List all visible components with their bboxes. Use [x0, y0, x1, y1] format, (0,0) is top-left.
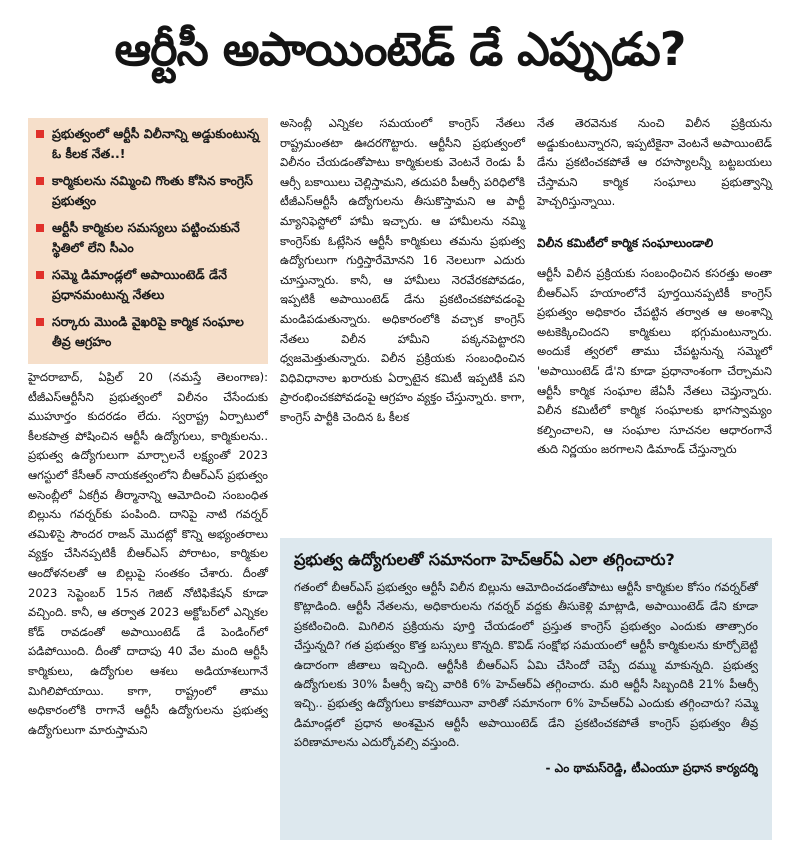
- highlight-item: ఆర్టీసీ కార్మికుల సమస్యలు పట్టించుకునే స్థితిలో లేని సీఎం: [36, 218, 260, 258]
- highlight-item: సమ్మె డిమాండ్లలో అపాయింటెడ్ డేనే ప్రధానమంటున్న నేతలు: [36, 265, 260, 305]
- subheading: విలీన కమిటీలో కార్మిక సంఘాలుండాలి: [537, 236, 714, 250]
- headline: ఆర్టీసీ అపాయింటెడ్ డే ఎప్పుడు?: [114, 22, 686, 76]
- highlight-item: కార్మికులను నమ్మించి గొంతు కోసిన కాంగ్రెస్ ప్రభుత్వం: [36, 171, 260, 211]
- article-column-2: అసెంబ్లీ ఎన్నికల సమయంలో కాంగ్రెస్ నేతలు రాష్ట్రమంతటా ఊదరగొట్టారు. ఆర్టీసీని ప్రభుత్వంలో విలీనం చేయడంతోపాటు కార్మికులకు వెంటనే రెండు పీ ఆర్సీ బకాయిలు చెల్లిస్తామని, తదుపరి పీఆర్సీ పరిధిలోకి టీజీఎస్ఆర్టీసీ ఉద్యోగులను తీసుకొస్తామని ఆ పార్టీ మ్యానిఫెస్టోలో హామీ ఇచ్చారు. ఆ హామీలను నమ్మి కాంగ్రెస్‌కు ఓట్లేసిన ఆర్టీసీ కార్మికులు తమను ప్రభుత్వ ఉద్యోగులుగా గుర్తిస్తారేమోనని 16 నెలలుగా ఎదురు చూస్తున్నారు. కానీ, ఆ హామీలు నెరవేరకపోవడం, ఇప్పటికీ అపాయింటెడ్ డేను ప్రకటించకపోవడంపై మండిపడుతున్నారు. అధికారంలోకి వచ్చాక కాంగ్రెస్ నేతలు విలీన హామీని పక్కనపెట్టారని ధ్వజమెత్తుతున్నారు. విలీన ప్రక్రియకు సంబంధించిన విధివిధానాల ఖరారుకు ఏర్పాటైన కమిటీ ఇప్పటికీ పని ప్రారంభించకపోవడంపై ఆగ్రహం వ్యక్తం చేస్తున్నారు. కాగా, కాంగ్రెస్ పార్టీకి చెందిన ఓ కీలక: [280, 116, 525, 424]
- highlights-box: [28, 118, 268, 364]
- article-column-3-body: ఆర్టీసీ విలీన ప్రక్రియకు సంబంధించిన కసరత్తు అంతా బీఆర్ఎస్ హయాంలోనే పూర్తయినప్పటికీ కాంగ్రెస్ ప్రభుత్వం అధికారం చేపట్టిన తర్వాత ఆ అంశాన్ని అటకెక్కించిందని కార్మికులు భగ్గుమంటున్నారు. అందుకే త్వరలో తాము చేపట్టనున్న సమ్మెలో 'అపాయింటెడ్ డే'ని కూడా ప్రధానాంశంగా చేర్చామని ఆర్టీసీ కార్మిక సంఘాల జేఏసీ నేతలు చెప్తున్నారు. విలీన కమిటీలో కార్మిక సంఘాలకు భాగస్వామ్యం కల్పించాలని, ఆ సంఘాల సూచనల ఆధారంగానే తుది నిర్ణయం జరగాలని డిమాండ్ చేస్తున్నారు: [537, 266, 772, 457]
- highlight-item: సర్కారు మొండి వైఖరిపై కార్మిక సంఘాల తీవ్ర ఆగ్రహం: [36, 312, 260, 352]
- highlight-item: ప్రభుత్వంలో ఆర్టీసీ విలీనాన్ని అడ్డుకుంటున్న ఓ కీలక నేత..!: [36, 124, 260, 164]
- quote-box-body: గతంలో బీఆర్ఎస్ ప్రభుత్వం ఆర్టీసీ విలీన బిల్లును ఆమోదించడంతోపాటు ఆర్టీసీ కార్మికుల కోసం గవర్నర్‌తో కొట్లాడింది. ఆర్టీసీ నేతలను, అధికారులను గవర్నర్ వద్దకు తీసుకెళ్లి మాట్లాడి, అపాయింటెడ్ డేని కూడా ప్రకటించింది. మిగిలిన ప్రక్రియను పూర్తి చేయడంలో ప్రస్తుత కాంగ్రెస్ ప్రభుత్వం ఎందుకు తాత్సారం చేస్తున్నది? గత ప్రభుత్వం కొత్త బస్సులు కొన్నది. కొవిడ్ సంక్షోభ సమయంలో ఆర్టీసీ కార్మికులను కూర్చోబెట్టి ఉదారంగా జీతాలు ఇచ్చింది. ఆర్టీసీకి బీఆర్ఎస్ ఏమి చేసిందో చెప్పే దమ్ము మాకున్నది. ప్రభుత్వ ఉద్యోగులకు 30% పీఆర్సీ ఇచ్చి వారికి 6% హెచ్ఆర్ఏ తగ్గించారు. మరి ఆర్టీసీ సిబ్బందికి 21% పీఆర్సీ ఇచ్చి.. ప్రభుత్వ ఉద్యోగులు కాకపోయినా వారితో సమానంగా 6% హెచ్ఆర్ఏ ఎందుకు తగ్గించారు? సమ్మె డిమాండ్లలో ప్రధాన అంశమైన ఆర్టీసీ అపాయింటెడ్ డేని ప్రకటించకపోతే కాంగ్రెస్ ప్రభుత్వం తీవ్ర పరిణామాలను ఎదుర్కోవల్సి వస్తుంది.: [294, 580, 758, 750]
- article-column-3-top: నేత తెరవెనుక నుంచి విలీన ప్రక్రియను అడ్డుకుంటున్నారని, ఇప్పటికైనా వెంటనే అపాయింటెడ్ డేను ప్రకటించకపోతే ఆ రహస్యాలన్నీ బట్టబయలు చేస్తామని కార్మిక సంఘాలు ప్రభుత్వాన్ని హెచ్చరిస్తున్నాయి.: [537, 116, 772, 209]
- highlights-list: [36, 124, 260, 352]
- quote-box-title: ప్రభుత్వ ఉద్యోగులతో సమానంగా హెచ్ఆర్ఏ ఎలా తగ్గించారు?: [294, 550, 675, 569]
- quote-signature: - ఎం థామస్‌రెడ్డి, టీఎంయూ ప్రధాన కార్యదర్శి: [545, 760, 758, 775]
- article-column-1: హైదరాబాద్, ఏప్రిల్ 20 (నమస్తే తెలంగాణ): టీజీఎస్ఆర్టీసీని ప్రభుత్వంలో విలీనం చేసేందుకు ముహూర్తం కుదరడం లేదు. స్వరాష్ట్ర ఏర్పాటులో కీలకపాత్ర పోషించిన ఆర్టీసీ ఉద్యోగులు, కార్మికులను.. ప్రభుత్వ ఉద్యోగులుగా మార్చాలనే లక్ష్యంతో 2023 ఆగస్టులో కేసీఆర్ నాయకత్వంలోని బీఆర్ఎస్ ప్రభుత్వం అసెంబ్లీలో ఏకగ్రీవ తీర్మానాన్ని ఆమోదించి సంబంధిత బిల్లును గవర్నర్‌కు పంపింది. దానిపై నాటి గవర్నర్ తమిళిసై సౌందర రాజన్ మొదట్లో కొన్ని అభ్యంతరాలు వ్యక్తం చేసినప్పటికీ బీఆర్ఎస్ పోరాటం, కార్మికుల ఆందోళనలతో ఆ బిల్లుపై సంతకం చేశారు. దీంతో 2023 సెప్టెంబర్ 15న గెజిట్ నోటిఫికేషన్ కూడా వచ్చింది. కానీ, ఆ తర్వాత 2023 అక్టోబర్‌లో ఎన్నికల కోడ్ రావడంతో అపాయింటెడ్ డే పెండింగ్‌లో పడిపోయింది. దీంతో దాదాపు 40 వేల మంది ఆర్టీసీ కార్మికులు, ఉద్యోగుల ఆశలు అడియాశలుగానే మిగిలిపోయాయి. కాగా, రాష్ట్రంలో తాము అధికారంలోకి రాగానే ఆర్టీసీ ఉద్యోగులను ప్రభుత్వ ఉద్యోగులుగా మారుస్తామని: [28, 370, 268, 737]
- quote-box: [280, 538, 772, 840]
